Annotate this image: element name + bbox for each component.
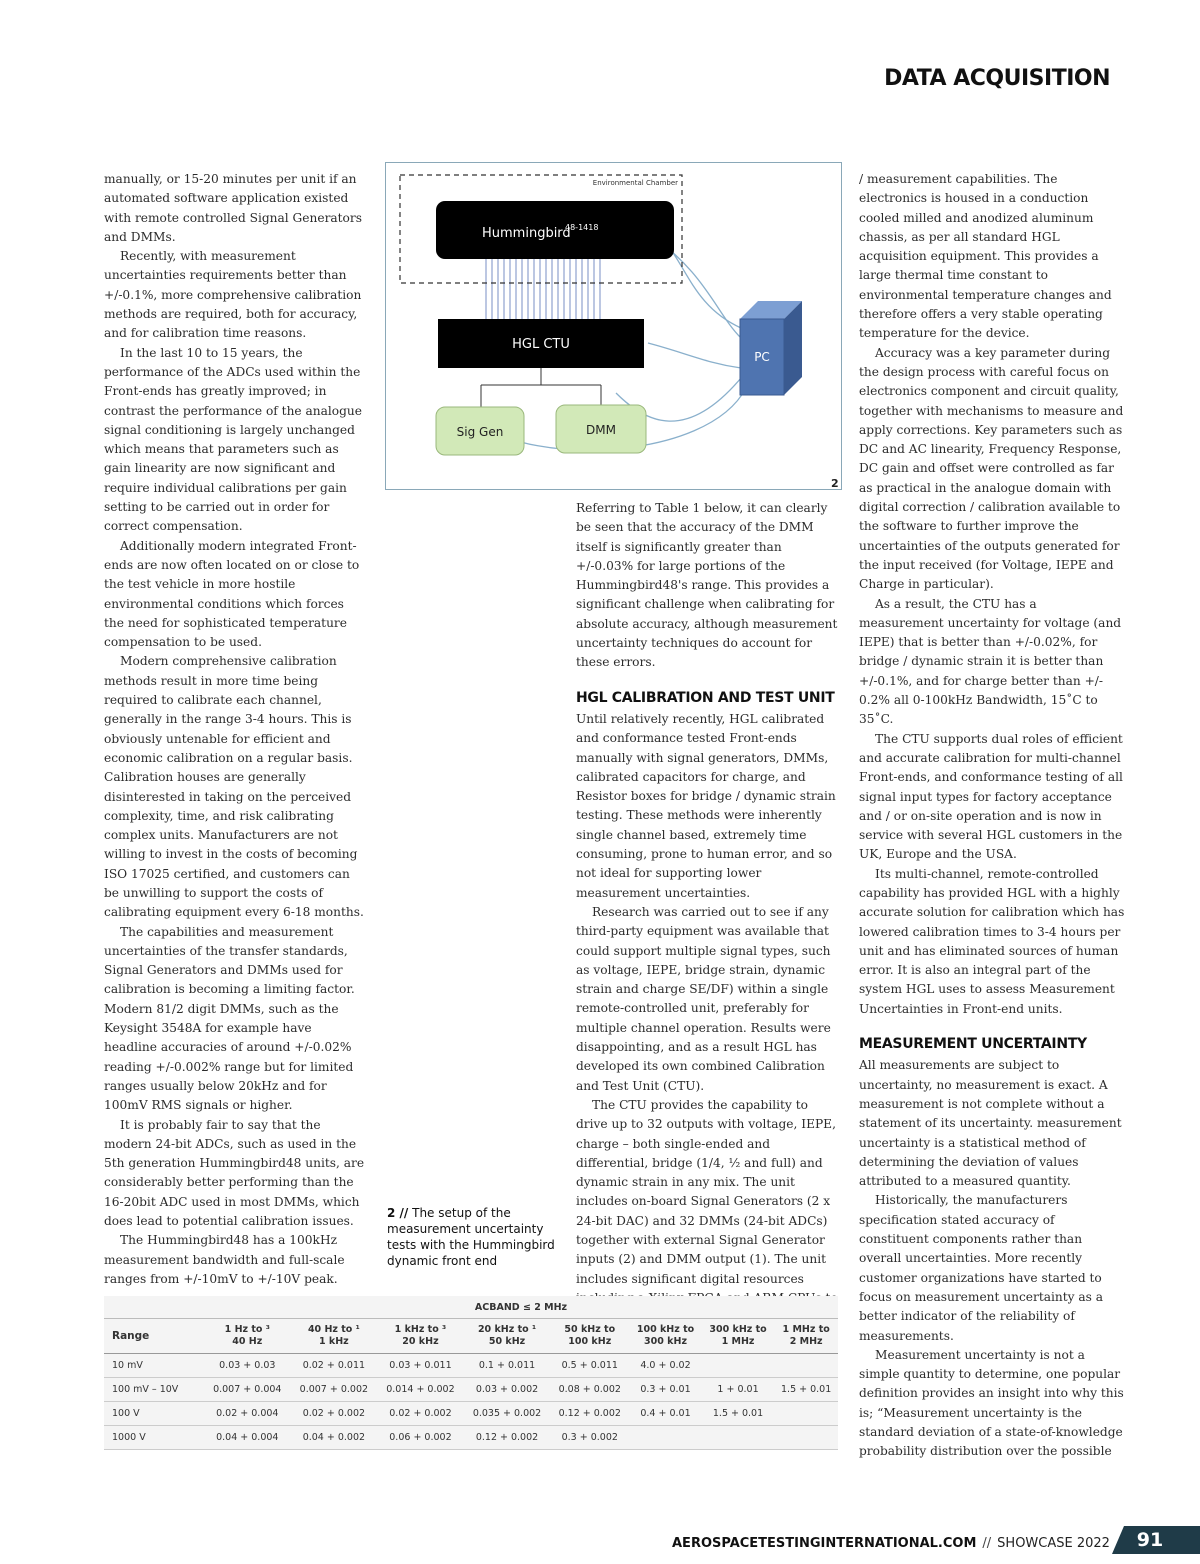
column-header: 1 MHz to 2 MHz [774, 1319, 838, 1354]
signal-wires [486, 259, 600, 319]
footer-site-link[interactable]: AEROSPACETESTINGINTERNATIONAL.COM [672, 1535, 977, 1551]
paragraph: It is probably fair to say that the modern 24-bit ADCs, such as used in the 5th generation Hummingbird48 units, are considerably better performing than the 16-20bit ADC used in most DMMs, which does lead to potential calibration issues. [104, 1117, 365, 1229]
paragraph: As a result, the CTU has a measurement uncertainty for voltage (and IEPE) that is better than +/-0.02%, for bridge / dynamic strain it is better than +/-0.1%, and for charge better than +/- 0.2% all 0-100kHz Bandwidth, 15˚C to 35˚C. [859, 596, 1122, 727]
section-heading: MEASUREMENT UNCERTAINTY [859, 1036, 1087, 1053]
column-header: 100 kHz to 300 kHz [629, 1319, 702, 1354]
article-column-2 [576, 499, 840, 1327]
paragraph: Accuracy was a key parameter during the design process with careful focus on electronics component and circuit quality, together with mechanisms to measure and apply corrections. Key parameters such as DC and AC linearity, Frequency Response, DC gain and offset were controlled as far as practical in the analogue domain with digital correction / calibration available to the software to further improve the uncertainties of the outputs generated for the input received (for Voltage, IEPE and Charge in particular). [859, 345, 1124, 592]
paragraph: The CTU supports dual roles of efficient and accurate calibration for multi-channel Front-ends, and conformance testing of all signal input types for factory acceptance and / or on-site operation and is now in service with several HGL customers in the UK, Europe and the USA. [859, 731, 1123, 862]
caption-text: The setup of the measurement uncertainty tests with the Hummingbird dynamic front end [387, 1206, 555, 1268]
paragraph: Measurement uncertainty is not a simple quantity to determine, one popular definition provides an insight into why this is; “Measurement uncertainty is the standard deviation of a state-of-knowledge probability distribution over the possible [859, 1347, 1124, 1459]
caption-number: 2 // [387, 1206, 409, 1220]
paragraph: The CTU provides the capability to drive up to 32 outputs with voltage, IEPE, charge – both single-ended and differential, bridge (1/4, ½ and full) and dynamic strain in any mix. The unit includes on-board Signal Generators (2 x 24-bit DAC) and 32 DMMs (24-bit ADCs) together with external Signal Generator inputs (2) and DMM output (1). The unit includes significant digital resources [576, 1097, 836, 1286]
paragraph: manually, or 15-20 minutes per unit if an automated software application existed with remote controlled Signal Generators and DMMs. [104, 172, 362, 244]
paragraph: Modern comprehensive calibration methods result in more time being required to calibrate each channel, generally in the range 3-4 hours. This is obviously untenable for efficient and economic calibration on a regular basis. Calibration houses are generally disinterested in taking on the perceived complexity, time, and risk calibrating complex units. Manufacturers are not willing to invest in the costs of becoming ISO 17025 certified, and customers can be unwilling to support the costs of calibrating equipment every 6-18 months. [104, 654, 364, 920]
column-header: 40 Hz to ¹ 1 kHz [291, 1319, 378, 1354]
page-number: 91 [1136, 1529, 1164, 1551]
hummingbird-label: Hummingbird [482, 226, 571, 241]
paragraph: In the last 10 to 15 years, the performance of the ADCs used within the Front-ends has greatly improved; in contrast the performance of the analogue signal conditioning is largely unchanged which means that parameters such as gain linearity are now significant and require individual calibrations per gain setting to be carried out in order for correct compensation. [104, 345, 362, 534]
chamber-label: Environmental Chamber [592, 179, 678, 187]
table-header-row [104, 1319, 838, 1354]
dmm-label: DMM [586, 423, 616, 437]
page-footer [672, 1528, 1110, 1558]
paragraph: / measurement capabilities. The electronics is housed in a conduction cooled milled and anodized aluminum chassis, as per all standard HGL acquisition equipment. This provides a large thermal time constant to environmental temperature changes and therefore offers a very stable operating temperature for the device. [859, 172, 1112, 341]
table-row: 1000 V 0.04 + 0.004 0.04 + 0.002 0.06 + 0.002 0.12 + 0.002 0.3 + 0.002 [104, 1426, 838, 1450]
column-header: 20 kHz to ¹ 50 kHz [464, 1319, 551, 1354]
figure-caption [387, 1205, 555, 1269]
section-heading: HGL CALIBRATION AND TEST UNIT [576, 689, 835, 706]
table-acband-row [104, 1296, 838, 1319]
paragraph: The capabilities and measurement uncertainties of the transfer standards, Signal Generators and DMMs used for calibration is becoming a limiting factor. Modern 81/2 digit DMMs, such as the Keysight 3548A for example have headline accuracies of around +/-0.02% reading +/-0.002% range but for limited ranges usually below 20kHz and for 100mV RMS signals or higher. [104, 924, 355, 1113]
hgl-ctu-label: HGL CTU [512, 337, 570, 352]
siggen-label: Sig Gen [456, 425, 504, 439]
paragraph: All measurements are subject to uncertainty, no measurement is exact. A measurement is not complete without a statement of its uncertainty. measurement uncertainty is a statistical method of determining the deviation of values attributed to a measured quantity. [859, 1058, 1122, 1189]
setup-diagram [385, 162, 842, 490]
paragraph: The Hummingbird48 has a 100kHz measurement bandwidth and full-scale ranges from +/-10mV to +/-10V peak. [104, 1233, 345, 1286]
column-header: 50 kHz to 100 kHz [550, 1319, 629, 1354]
section-label: DATA ACQUISITION [884, 66, 1110, 91]
column-header: 300 kHz to 1 MHz [702, 1319, 775, 1354]
accuracy-table [104, 1296, 838, 1450]
setup-diagram-svg [386, 163, 841, 489]
figure-number: 2 [831, 477, 839, 490]
article-column-1 [104, 170, 366, 1289]
pc-label: PC [754, 350, 770, 364]
calibration-table [104, 1296, 838, 1450]
footer-issue: SHOWCASE 2022 [997, 1535, 1110, 1551]
paragraph: Its multi-channel, remote-controlled capability has provided HGL with a highly accurate solution for calibration which has lowered calibration times to 3-4 hours per unit and has eliminated sources of human error. It is also an integral part of the system HGL uses to assess Measurement Uncertainties in Front-end units. [859, 866, 1125, 1016]
paragraph: Research was carried out to see if any third-party equipment was available that could support multiple signal types, such as voltage, IEPE, bridge strain, dynamic strain and charge SE/DF) within a single remote-controlled unit, preferably for multiple channel operation. Results were disappointing, and as a result HGL has developed its own combined Calibration and Test Unit (CTU). [576, 904, 831, 1093]
column-header: 1 Hz to ³ 40 Hz [204, 1319, 291, 1354]
table-row: 100 mV – 10V 0.007 + 0.004 0.007 + 0.002 0.014 + 0.002 0.03 + 0.002 0.08 + 0.002 0.3 + 0.01 1 + 0.01 1.5 + 0.01 [104, 1378, 838, 1402]
paragraph: Recently, with measurement uncertainties requirements better than +/-0.1%, more comprehensive calibration methods are required, both for accuracy, and for calibration time reasons. [104, 249, 362, 341]
paragraph: Historically, the manufacturers specification stated accuracy of constituent components rather than overall uncertainties. More recently customer organizations have started to focus on measurement uncertainty as a better indicator of the reliability of measurements. [859, 1193, 1104, 1343]
table-row: 100 V 0.02 + 0.004 0.02 + 0.002 0.02 + 0.002 0.035 + 0.002 0.12 + 0.002 0.4 + 0.01 1.5 + 0.01 [104, 1402, 838, 1426]
range-header: Range [104, 1319, 204, 1354]
hummingbird-sup: 48-1418 [565, 223, 599, 232]
paragraph: Until relatively recently, HGL calibrated and conformance tested Front-ends manually with signal generators, DMMs, calibrated capacitors for charge, and Resistor boxes for bridge / dynamic strain testing. These methods were inherently single channel based, extremely time consuming, prone to human error, and so not ideal for supporting lower measurement uncertainties. [576, 711, 836, 900]
paragraph: Additionally modern integrated Front-ends are now often located on or close to the test vehicle in more hostile environmental conditions which forces the need for sophisticated temperature compensation to be used. [104, 538, 360, 650]
table-row: 10 mV 0.03 + 0.03 0.02 + 0.011 0.03 + 0.011 0.1 + 0.011 0.5 + 0.011 4.0 + 0.02 [104, 1354, 838, 1378]
paragraph: Referring to Table 1 below, it can clearly be seen that the accuracy of the DMM itself is significantly greater than +/-0.03% for large portions of the Hummingbird48's range. This provides a significant challenge when calibrating for absolute accuracy, although measurement uncertainty techniques do account for these errors. [576, 501, 838, 670]
ctu-output-lines [481, 368, 601, 407]
acband-header: ACBAND ≤ 2 MHz [204, 1296, 838, 1319]
article-column-3 [859, 170, 1125, 1462]
footer-separator: // [982, 1535, 992, 1551]
column-header: 1 kHz to ³ 20 kHz [377, 1319, 464, 1354]
